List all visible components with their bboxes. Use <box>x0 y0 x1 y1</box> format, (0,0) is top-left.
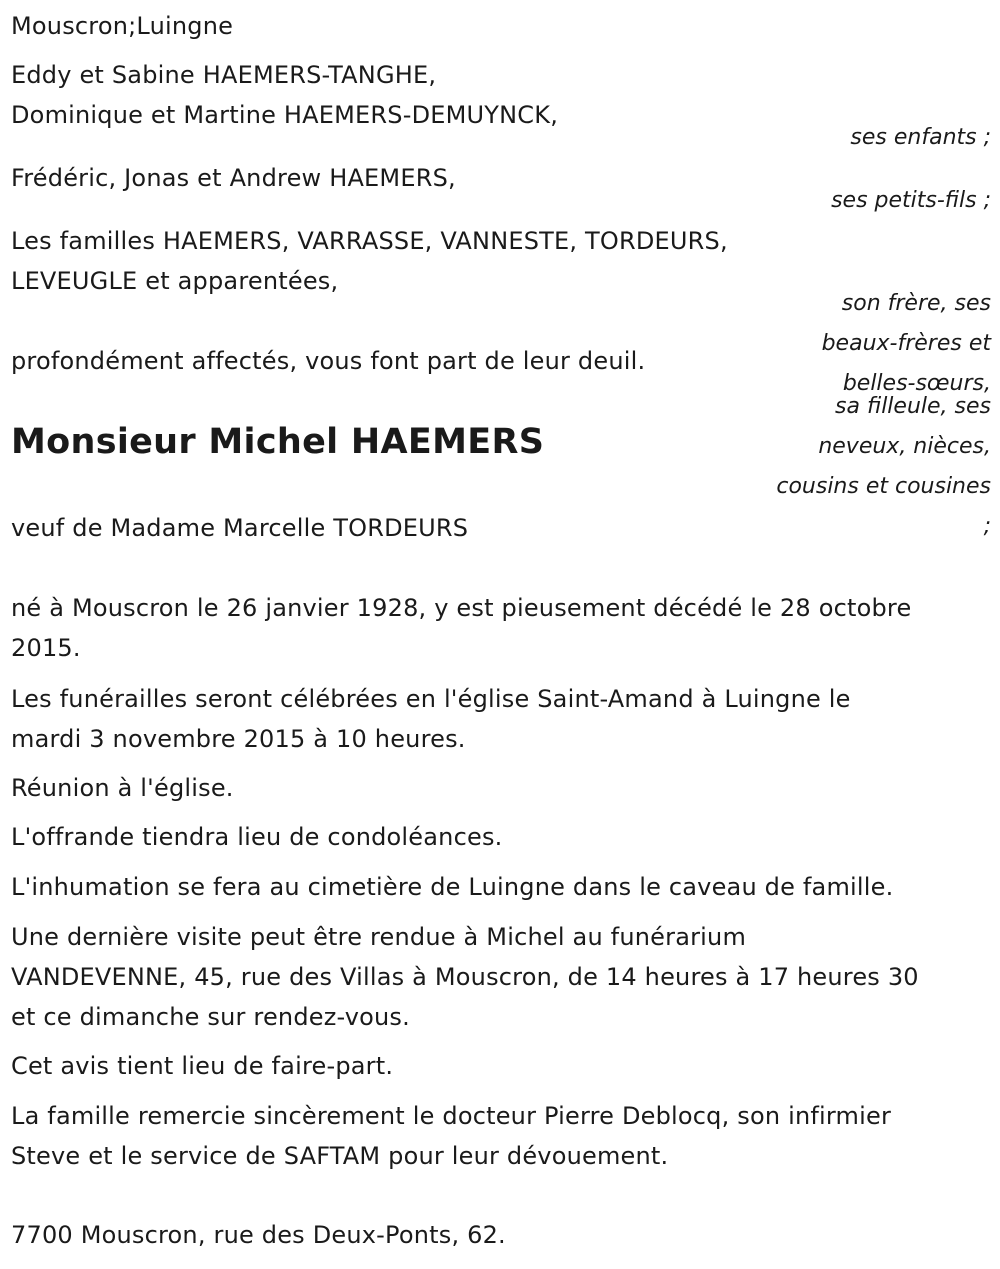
families-line-2: LEVEUGLE et apparentées, <box>11 267 339 295</box>
grandchildren-role: ses petits-fils ; <box>831 188 991 213</box>
funeral-line-1: Les funérailles seront célébrées en l'église Saint-Amand à Luingne le <box>11 685 851 713</box>
birth-line-1: né à Mouscron le 26 janvier 1928, y est pieusement décédé le 28 octobre <box>11 594 912 622</box>
deceased-name: Monsieur Michel HAEMERS <box>11 422 545 462</box>
families-role-line: neveux, nièces, <box>818 434 991 459</box>
announcement-text: profondément affectés, vous font part de leur deuil. <box>11 347 646 375</box>
offering-line: L'offrande tiendra lieu de condoléances. <box>11 823 503 851</box>
visit-line-3: et ce dimanche sur rendez-vous. <box>11 1003 410 1031</box>
grandchildren-line: Frédéric, Jonas et Andrew HAEMERS, <box>11 164 456 192</box>
meeting-line: Réunion à l'église. <box>11 774 234 802</box>
children-line-2: Dominique et Martine HAEMERS-DEMUYNCK, <box>11 101 559 129</box>
children-line-1: Eddy et Sabine HAEMERS-TANGHE, <box>11 61 437 89</box>
birth-line-2: 2015. <box>11 634 81 662</box>
families-role-line: sa filleule, ses <box>835 394 991 419</box>
families-role-line: cousins et cousines <box>776 474 991 499</box>
notice-line: Cet avis tient lieu de faire-part. <box>11 1052 394 1080</box>
visit-line-2: VANDEVENNE, 45, rue des Villas à Mouscron, de 14 heures à 17 heures 30 <box>11 963 919 991</box>
address-line: 7700 Mouscron, rue des Deux-Ponts, 62. <box>11 1221 506 1249</box>
families-line-1: Les familles HAEMERS, VARRASSE, VANNESTE, TORDEURS, <box>11 227 728 255</box>
location-heading: Mouscron;Luingne <box>11 12 234 40</box>
families-role-line: belles-sœurs, <box>842 371 991 396</box>
children-role: ses enfants ; <box>850 125 991 150</box>
widow-of-line: veuf de Madame Marcelle TORDEURS <box>11 514 469 542</box>
families-role-line: son frère, ses <box>841 291 991 316</box>
families-role-line: ; <box>983 514 991 539</box>
thanks-line-2: Steve et le service de SAFTAM pour leur dévouement. <box>11 1142 669 1170</box>
thanks-line-1: La famille remercie sincèrement le docteur Pierre Deblocq, son infirmier <box>11 1102 892 1130</box>
visit-line-1: Une dernière visite peut être rendue à Michel au funérarium <box>11 923 747 951</box>
families-role-line: beaux-frères et <box>821 331 991 356</box>
funeral-line-2: mardi 3 novembre 2015 à 10 heures. <box>11 725 466 753</box>
burial-line: L'inhumation se fera au cimetière de Luingne dans le caveau de famille. <box>11 873 894 901</box>
